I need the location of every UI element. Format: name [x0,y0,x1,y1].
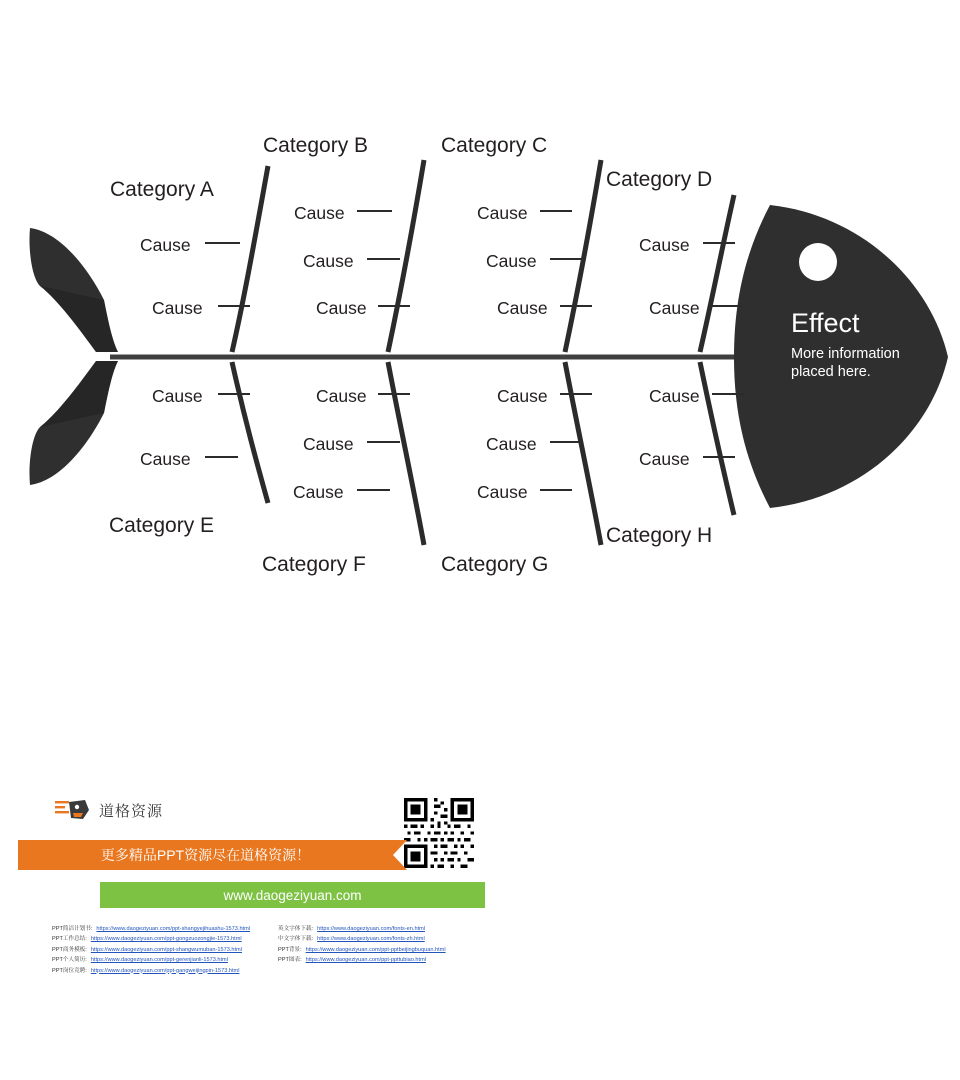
link-row[interactable] [52,925,250,933]
link-row[interactable] [52,935,250,943]
cause-label-e1[interactable]: Cause [152,386,203,406]
link-row[interactable] [278,956,446,964]
link-label: PPT个人简历: [52,957,87,964]
link-url[interactable]: https://www.daogeziyuan.com/fonts-zh.html [317,936,425,943]
cause-label-d1[interactable]: Cause [639,235,690,255]
fish-tail-icon [29,228,118,485]
effect-title[interactable]: Effect [791,308,860,338]
link-row[interactable] [278,946,446,954]
cause-label-a1[interactable]: Cause [140,235,191,255]
link-label: 英文字体下载: [278,926,314,932]
brand-name: 道格资源 [99,802,164,820]
footer-links [52,925,612,975]
cause-label-c1[interactable]: Cause [477,203,528,223]
cause-label-f3[interactable]: Cause [293,482,344,502]
bone-category-f [388,362,424,545]
category-label-e[interactable]: Category E [109,514,215,537]
cause-label-c2[interactable]: Cause [486,251,537,271]
footer-branding [0,780,960,1080]
daoge-logo-icon [55,798,91,822]
cause-label-f1[interactable]: Cause [316,386,367,406]
footer-links-right-column [278,925,446,975]
bone-category-b [388,160,424,352]
link-url[interactable]: https://www.daogeziyuan.com/ppt-ppttubiao.html [305,957,426,964]
link-row[interactable] [52,946,250,954]
cause-label-d2[interactable]: Cause [649,298,700,318]
link-url[interactable]: https://www.daogeziyuan.com/ppt-gongzuozongjie-1573.html [90,936,242,943]
link-label: PPT工作总结: [52,936,87,943]
cause-label-b2[interactable]: Cause [303,251,354,271]
cause-label-g3[interactable]: Cause [477,482,528,502]
cause-label-e2[interactable]: Cause [140,449,191,469]
cause-label-b1[interactable]: Cause [294,203,345,223]
bone-category-e [232,362,268,503]
cause-label-f2[interactable]: Cause [303,434,354,454]
link-url[interactable]: https://www.daogeziyuan.com/ppt-pptbeijingbuquan.html [305,946,446,953]
link-label: PPT背景: [278,946,302,953]
category-label-a[interactable]: Category A [110,178,214,201]
category-label-g[interactable]: Category G [441,553,549,576]
link-url[interactable]: https://www.daogeziyuan.com/ppt-gerenjianli-1573.html [90,957,228,964]
category-label-c[interactable]: Category C [441,134,548,157]
link-row[interactable] [52,956,250,964]
bone-category-a [232,166,268,352]
category-label-h[interactable]: Category H [606,524,713,547]
promo-banner-orange-tail [393,840,407,870]
brand-row [55,798,163,822]
link-url[interactable]: https://www.daogeziyuan.com/ppt-shangwumuban-1573.html [90,946,242,953]
link-label: PPT岗位竞聘: [52,967,87,974]
effect-subtitle-line2[interactable]: placed here. [791,364,871,380]
link-label: PPT简洁计划书: [52,926,93,932]
link-label: 中文字体下载: [278,936,314,943]
cause-label-b3[interactable]: Cause [316,298,367,318]
category-label-f[interactable]: Category F [262,553,366,576]
cause-label-g2[interactable]: Cause [486,434,537,454]
effect-subtitle-line1[interactable]: More information [791,346,900,362]
bone-category-d [700,195,734,352]
cause-label-a2[interactable]: Cause [152,298,203,318]
cause-label-c3[interactable]: Cause [497,298,548,318]
link-row[interactable] [278,925,446,933]
bone-category-h [700,362,734,515]
qr-code-icon [404,798,474,868]
promo-banner-orange: 更多精品PPT资源尽在道格资源！ [18,840,393,870]
category-label-b[interactable]: Category B [263,134,369,157]
promo-banner-green: www.daogeziyuan.com [100,882,485,908]
link-url[interactable]: https://www.daogeziyuan.com/ppt-shangyejihuashu-1573.html [96,926,251,932]
link-row[interactable] [52,967,250,975]
bone-category-g [565,362,601,545]
category-label-d[interactable]: Category D [606,168,713,191]
link-url[interactable]: https://www.daogeziyuan.com/ppt-gangweijingpin-1573.html [90,967,240,974]
cause-label-h2[interactable]: Cause [639,449,690,469]
cause-label-h1[interactable]: Cause [649,386,700,406]
link-label: PPT图表: [278,957,302,964]
footer-links-left-column [52,925,250,975]
cause-label-g1[interactable]: Cause [497,386,548,406]
link-row[interactable] [278,935,446,943]
link-label: PPT商务模板: [52,946,87,953]
bone-category-c [565,160,601,352]
link-url[interactable]: https://www.daogeziyuan.com/fonts-en.html [317,926,426,932]
